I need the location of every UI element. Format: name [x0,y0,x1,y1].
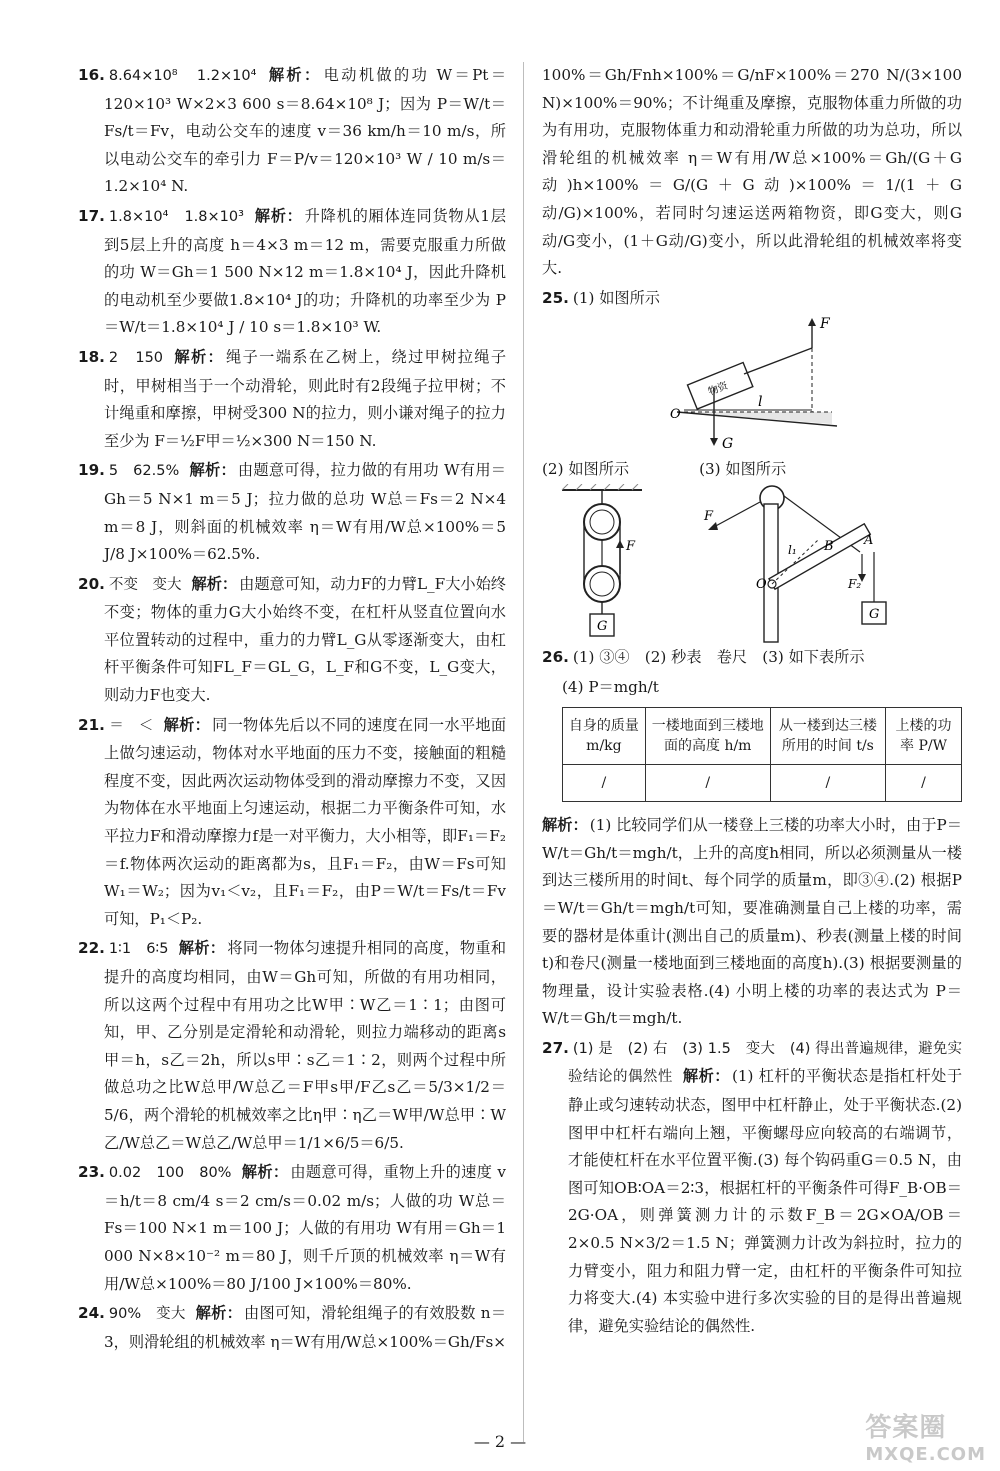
question-25 [542,285,962,313]
answer: 8.64×10⁸ 1.2×10⁴ [108,68,257,84]
answer: (1) 是 (2) 右 (3) 1.5 变大 (4) 得出普遍规律，避免实验结论的偶然性 [568,1040,962,1086]
question-17 [78,203,506,342]
answer: 不变 变大 [108,576,182,593]
explain-text: 绳子一端系在乙树上，绕过甲树拉绳子时，甲树相当于一个动滑轮，则此时有2段绳子拉甲树；不计绳重和摩擦，甲树受300 N的拉力，则小谦对绳子的拉力至少为 F＝½F甲＝½×300 N＝150 N. [104,347,507,450]
table-row [563,765,962,802]
explain-label: 解析： [163,715,211,734]
pulley-G-label: G [597,618,608,634]
table-header-cell: 一楼地面到三楼地面的高度 h/m [645,708,770,765]
question-21 [78,712,506,934]
pulley-F-label: F [626,538,636,554]
question-23 [78,1159,506,1298]
table-cell: / [645,765,770,802]
question-number: 21. [78,715,105,734]
explain-text: 由题意可得，重物上升的速度 v＝h/t＝8 cm/4 s＝2 cm/s＝0.02 m/s；人做的功 W总＝Fs＝100 N×1 m＝100 J；人做的有用功 W有用＝Gh＝1 000 N×8×10⁻² m＝80 J，则千斤顶的机械效率 η＝W有用/W总×100%＝80 J/100 J×100%＝80%. [104,1163,506,1293]
explain-label: 解析： [189,461,236,480]
explain-label: 解析： [241,1163,289,1182]
explain-label: 解析： [173,347,225,366]
answer: ＝ ＜ [108,717,154,734]
question-16 [78,62,506,201]
question-24 [78,1300,506,1356]
question-26-explanation [542,812,962,1033]
explain-label: 解析： [178,939,226,958]
lever-B-label: B [824,538,834,554]
arm-l-label: l [758,394,763,411]
explain-text: 将同一物体匀速提升相同的高度，物重和提升的高度均相同，由W＝Gh可知，所做的有用功相同，所以这两个过程中有用功之比W甲∶W乙＝1∶1；由图可知，甲、乙分别是定滑轮和动滑轮，则拉力端移动的距离s甲＝h，s乙＝2h，所以s甲∶s乙＝1∶2，则两个过程中所做总功之比W总甲/W总乙＝F甲s甲/F乙s乙＝5/3×1/2＝5/6，两个滑轮的机械效率之比η甲∶η乙＝W甲/W总甲∶W乙/W总乙＝W总乙/W总甲＝1/1×6/5＝6/5. [104,939,507,1152]
question-number: 20. [78,574,105,593]
column-divider [523,62,524,1442]
lever-F2-label: F₂ [848,576,862,591]
answer: (1) ③④ (2) 秒表 卷尺 (3) 如下表所示 [572,647,865,666]
question-19 [78,457,506,568]
explain-label: 解析： [542,816,588,835]
question-20 [78,571,506,710]
answer: 0.02 100 80% [108,1165,232,1182]
question-number: 25. [542,288,569,307]
question-26 [542,644,962,672]
watermark-logo: 答案圈 [865,1413,947,1443]
question-number: 17. [78,206,105,225]
question-18 [78,344,506,455]
answer: 2 150 [108,349,164,366]
explain-label: 解析： [266,66,322,84]
question-number: 22. [78,939,105,958]
question-24-continued: 100%＝Gh/Fnh×100%＝G/nF×100%＝270 N/(3×100 N)×100%＝90%；不计绳重及摩擦，克服物体重力所做的功为有用功，克服物体重力和动滑轮重力所做的功为总功，所以滑轮组的机械效率 η＝W有用/W总×100%＝Gh/(G＋G动)h×100%＝G/(G＋G动)×100%＝1/(1＋G动/G)×100%，若同时匀速运送两箱物资，即G变大，则G动/G变小，(1＋G动/G)变小，所以此滑轮组的机械效率将变大. [542,66,962,278]
question-number: 23. [78,1163,105,1182]
answer: 1.8×10⁴ 1.8×10³ [108,208,244,225]
table-header-cell: 从一楼到达三楼所用的时间 t/s [770,708,885,765]
table-header-cell: 上楼的功率 P/W [886,708,962,765]
question-number: 18. [78,347,105,366]
explain-text: 升降机的厢体连同货物从1层到5层上升的高度 h＝4×3 m＝12 m，需要克服重力所做的功 W＝Gh＝1 500 N×12 m＝1.8×10⁴ J，因此升降机的电动机至少要做1.8×10⁴ J的功；升降机的功率至少为 P＝W/t＝1.8×10⁴ J / 10 s＝1.8×10³ W. [104,206,507,337]
lever-F-label: F [704,508,714,524]
question-number: 19. [78,461,105,480]
part-3-text: (3) 如图所示 [699,460,787,479]
explain-text: 由图可知，滑轮组绳子的有效股数 n＝3，则滑轮组的机械效率 η＝W有用/W总×100%＝Gh/Fs× [104,1304,507,1351]
explain-text: (1) 比较同学们从一楼登上三楼的功率大小时，由于P＝W/t＝Gh/t＝mgh/t，上升的高度h相同，所以必须测量从一楼到达三楼所用的时间t、每个同学的质量m，即③④.(2) 根据P＝W/t＝Gh/t＝mgh/t可知，要准确测量自己上楼的功率，需要的器材是体重计(测出自己的质量m)、秒表(测量上楼的时间t)和卷尺(测量一楼地面到三楼地面的高度h).(3) 根据要测量的物理量，设计实验表格.(4) 小明上楼的功率的表达式为 P＝W/t＝Gh/t＝mgh/t. [542,816,962,1028]
question-22 [78,935,506,1157]
lever-A-label: A [864,532,874,548]
question-number: 16. [78,66,105,84]
explain-label: 解析： [195,1304,243,1323]
table-cell: / [563,765,646,802]
figure-incline-box [542,314,962,454]
explain-label: 解析： [253,206,303,225]
explain-label: 解析： [191,574,238,593]
table-header-cell: 自身的质量 m/kg [563,708,646,765]
figure-pulley [542,484,662,644]
part-1-text: (1) 如图所示 [572,288,660,307]
explain-text: (1) 杠杆的平衡状态是指杠杆处于静止或匀速转动状态，图甲中杠杆静止，处于平衡状态.(2) 图甲中杠杆右端向上翘，平衡螺母应向较高的右端调节，才能使杠杆在水平位置平衡.(3) 每个钩码重G＝0.5 N，由图可知OB∶OA＝2∶3，根据杠杆的平衡条件可得F_B·OB＝2G·OA，则弹簧测力计的示数F_B＝2G×OA/OB＝2×0.5 N×3/2＝1.5 N；弹簧测力计改为斜拉时，拉力的力臂变小，阻力和阻力臂一定，由杠杆的平衡条件可知拉力将变大.(4) 本实验中进行多次实验的目的是得出普遍规律，避免实验结论的偶然性. [568,1067,963,1335]
table-cell: / [886,765,962,802]
right-column [542,62,962,1342]
figure-lever [702,484,902,644]
figure-labels-row [542,456,962,484]
figure-row-pulley-lever [542,484,962,644]
watermark-url: MXQE.COM [865,1444,986,1465]
answer: 1∶1 6∶5 [108,941,169,958]
lever-O-label: O [756,576,767,592]
watermark [865,1407,986,1465]
table-cell: / [770,765,885,802]
lever-l1-label: l₁ [788,542,797,557]
gravity-G-label: G [722,436,734,453]
answer: 90% 变大 [108,1306,186,1323]
pivot-O-label: O [670,407,681,423]
lever-G-label: G [869,606,880,622]
question-number: 26. [542,647,569,666]
explain-text: 由题意可得，拉力做的有用功 W有用＝Gh＝5 N×1 m＝5 J；拉力做的总功 W总＝Fs＝2 N×4 m＝8 J，则斜面的机械效率 η＝W有用/W总×100%＝5 J/8 J×100%＝62.5%. [104,461,506,564]
explain-label: 解析： [682,1067,730,1086]
force-F-label: F [820,316,830,333]
explain-text: 电动机做的功 W＝Pt＝120×10³ W×2×3 600 s＝8.64×10⁸ J；因为 P＝W/t＝Fs/t＝Fv，电动公交车的速度 v＝36 km/h＝10 m/s，所以电动公交车的牵引力 F＝P/v＝120×10³ W / 10 m/s＝1.2×10⁴ N. [104,66,507,196]
question-number: 27. [542,1038,569,1057]
question-number: 24. [78,1304,105,1323]
page-number: — 2 — [473,1432,527,1451]
left-column [78,62,506,1358]
table-header-row [563,708,962,765]
part-2-text: (2) 如图所示 [542,460,630,479]
box-label: 物资 [706,380,730,399]
experiment-table [562,707,962,802]
explain-text: 同一物体先后以不同的速度在同一水平地面上做匀速运动，物体对水平地面的压力不变，接触面的粗糙程度不变，因此两次运动物体受到的滑动摩擦力不变，又因为物体在水平地面上匀速运动，根据二力平衡条件可知，水平拉力F和滑动摩擦力f是一对平衡力，大小相等，即F₁＝F₂＝f.物体两次运动的距离都为s，且F₁＝F₂，由W＝Fs可知W₁＝W₂；因为v₁＜v₂，且F₁＝F₂，由P＝W/t＝Fs/t＝Fv可知，P₁＜P₂. [104,715,507,928]
answer: 5 62.5% [108,463,180,480]
explain-text: 由题意可知，动力F的力臂L_F大小始终不变；物体的重力G大小始终不变，在杠杆从竖直位置向水平位置转动的过程中，重力的力臂L_G从零逐渐变大，由杠杆平衡条件可知FL_F＝GL_G，L_F和G不变，L_G变大，则动力F也变大. [104,574,506,705]
question-27 [542,1035,962,1341]
question-26-part-4: (4) P＝mgh/t [562,677,659,696]
